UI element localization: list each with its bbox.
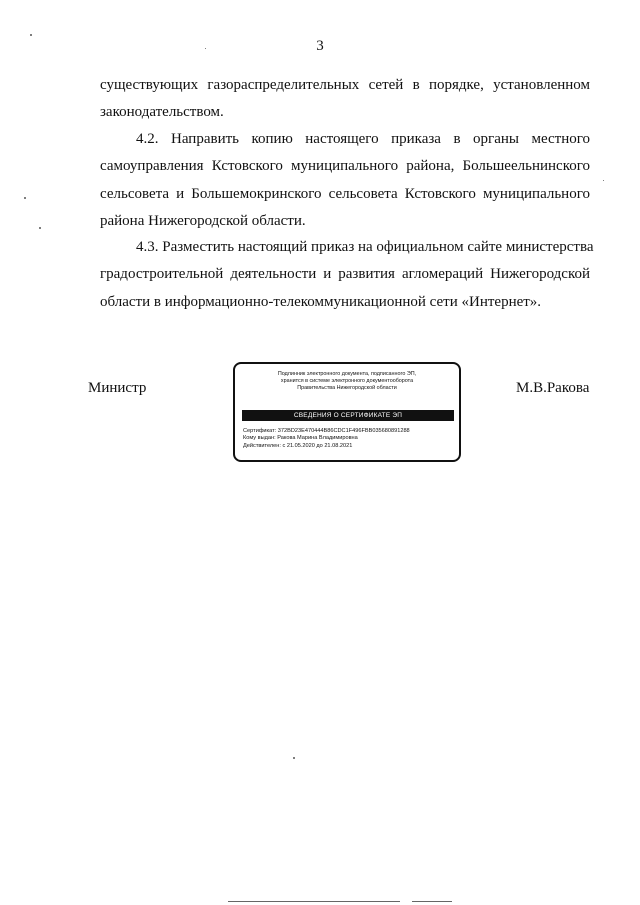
e-signature-stamp <box>233 362 461 462</box>
scan-edge-line <box>228 901 400 902</box>
stamp-row-issued-to <box>243 435 455 442</box>
paragraph-4-2 <box>100 126 590 236</box>
scan-speck <box>293 757 295 759</box>
signer-title: Министр <box>88 380 147 396</box>
stamp-header-line: Подлинник электронного документа, подписанного ЭП, <box>277 371 417 377</box>
text-line: 4.2. Направить копию настоящего приказа в органы местного <box>136 131 590 147</box>
text-line: области в информационно-телекоммуникационной сети «Интернет». <box>100 293 542 310</box>
scan-speck <box>603 180 604 181</box>
text-line: градостроительной деятельности и развития агломераций Нижегородской <box>100 266 590 283</box>
text-line: законодательством. <box>100 104 224 121</box>
stamp-row-value: Ракова Марина Владимировна <box>277 435 358 442</box>
paragraph-continuation <box>100 72 590 127</box>
stamp-row-value: 372BD23E470444B86CDC1F496FBB035680891288 <box>277 428 410 434</box>
stamp-row-label: Кому выдан: <box>243 435 276 442</box>
page-number: 3 <box>316 38 324 54</box>
stamp-header-line: Правительства Нижегородской области <box>297 385 397 392</box>
stamp-certificate-details <box>243 428 455 450</box>
stamp-row-label: Сертификат: <box>243 428 277 434</box>
text-line: 4.3. Разместить настоящий приказ на официальном сайте министерства <box>136 239 594 255</box>
text-line: сельсовета и Большемокринского сельсовета Кстовского муниципального <box>100 185 590 202</box>
signer-name: М.В.Ракова <box>516 380 590 396</box>
scan-edge-line <box>412 901 452 902</box>
paragraph-4-3 <box>100 234 594 316</box>
scan-speck <box>39 227 41 229</box>
stamp-row-value: с 21.05.2020 до 21.08.2021 <box>282 442 353 449</box>
text-line: существующих газораспределительных сетей в порядке, установленном <box>100 77 590 93</box>
stamp-row-valid <box>243 443 455 450</box>
scan-speck <box>205 48 206 49</box>
stamp-row-certificate <box>243 428 455 435</box>
stamp-certificate-bar: СВЕДЕНИЯ О СЕРТИФИКАТЕ ЭП <box>242 410 454 421</box>
stamp-header <box>235 371 459 393</box>
stamp-header-line: хранится в системе электронного документооборота <box>280 378 414 385</box>
scan-speck <box>30 34 32 36</box>
scan-speck <box>24 197 26 199</box>
stamp-row-label: Действителен: <box>243 442 281 449</box>
text-line: района Нижегородской области. <box>100 213 306 230</box>
text-line: самоуправления Кстовского муниципального района, Большеельнинского <box>100 158 590 175</box>
